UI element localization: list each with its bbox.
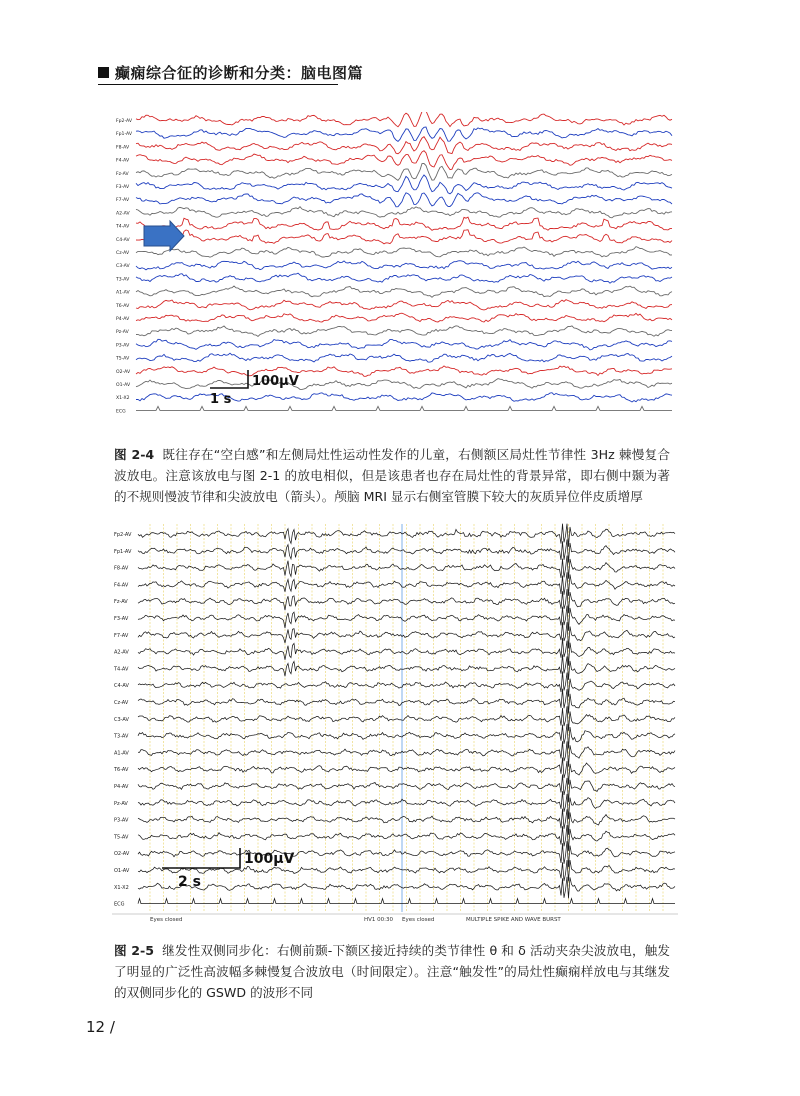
annotation-eyes-closed-2: Eyes closed [402, 917, 435, 923]
eeg-trace-t3-av [136, 273, 672, 283]
channel-label: A1-AV [114, 750, 129, 757]
eeg-trace-c4-av [136, 230, 672, 244]
eeg-trace-f7-av [136, 193, 672, 207]
channel-label: O2-AV [116, 369, 131, 375]
channel-label: Pz-AV [116, 330, 129, 336]
scale-amplitude-label: 100μV [252, 374, 299, 389]
eeg-trace-a1-av [136, 286, 672, 297]
chapter-title [98, 62, 363, 83]
channel-label: T5-AV [116, 356, 130, 362]
channel-labels-group [115, 118, 133, 414]
channel-label: O1-AV [114, 868, 130, 874]
eeg-trace-fp2-av [136, 112, 672, 127]
caption-text: 继发性双侧同步化：右侧前颞-下额区接近持续的类节律性 θ 和 δ 活动夹杂尖波放电，触发了明显的广泛性高波幅多棘慢复合波放电（时间限定）。注意“触发性”的局灶性癫痫样放电与其继发的双侧同步化的 GSWD 的波形不同 [114, 943, 671, 1000]
scale-bar [210, 370, 299, 407]
caption-figure-2-4 [114, 444, 670, 507]
channel-label: F8-AV [116, 145, 130, 151]
eeg-trace-o2-av [136, 366, 672, 376]
eeg-trace-ecg [136, 406, 672, 410]
channel-label: Fz-AV [116, 171, 129, 177]
channel-label: F7-AV [116, 198, 130, 204]
caption-text: 既往存在“空白感”和左侧局灶性运动性发作的儿童，右侧额区局灶性节律性 3Hz 棘慢复合波放电。注意该放电与图 2-1 的放电相似，但是该患者也存在局灶性的背景异常，即右侧中颞为著的不规则慢波节律和尖波放电（箭头）。颅脑 MRI 显示右侧室管膜下较大的灰质异位伴皮质增厚 [114, 447, 670, 504]
channel-label: F4-AV [114, 582, 129, 589]
channel-label: F3-AV [114, 616, 129, 622]
eeg-figure-2-4 [114, 112, 674, 432]
page-number: 12 / [86, 1018, 115, 1036]
channel-label: A1-AV [116, 290, 130, 296]
caption-label: 图 2-4 [114, 447, 155, 462]
eeg-figure-2-5-plot [112, 520, 678, 932]
channel-label: P4-AV [116, 317, 130, 322]
channel-label: ECG [114, 901, 125, 908]
annotation-eyes-closed-1: Eyes closed [150, 917, 183, 923]
eeg-trace-t6-av [136, 300, 672, 310]
eeg-trace-f3-av [136, 175, 672, 194]
eeg-traces-group [136, 112, 672, 410]
channel-label: F8-AV [114, 565, 129, 572]
channel-label: P4-AV [114, 784, 129, 790]
channel-label: T6-AV [114, 767, 129, 774]
eeg-trace-t4-av [136, 217, 672, 230]
channel-label: A2-AV [114, 649, 129, 656]
channel-label: P3-AV [114, 817, 129, 824]
channel-label: Fp1-AV [114, 548, 132, 555]
chapter-title-text: 癫痫综合征的诊断和分类：脑电图篇 [115, 64, 364, 82]
channel-label: T5-AV [114, 834, 129, 841]
square-bullet-icon [98, 67, 109, 78]
annotation-hv: HV1 00:30 [364, 917, 393, 923]
channel-label: T4-AV [114, 666, 129, 673]
eeg-trace-p3-av [136, 339, 672, 350]
eeg-trace-t5-av [136, 353, 672, 362]
channel-label: Fp1-AV [116, 132, 133, 138]
channel-label: Pz-AV [114, 800, 128, 807]
scale-time-label: 2 s [178, 874, 201, 890]
channel-label: A2-AV [116, 211, 130, 217]
scale-time-label: 1 s [210, 392, 232, 407]
channel-label: F7-AV [114, 632, 129, 639]
channel-label: ECG [116, 409, 126, 415]
channel-label: X1-X2 [116, 396, 130, 402]
channel-label: C3-AV [116, 264, 130, 270]
eeg-trace-pz-av [136, 326, 672, 337]
channel-label: C4-AV [116, 237, 130, 243]
channel-label: X1-X2 [114, 884, 129, 891]
channel-label: T6-AV [116, 303, 130, 309]
eeg-trace-c3-av [136, 261, 672, 270]
scale-amplitude-label: 100μV [244, 851, 295, 867]
channel-label: O1-AV [116, 383, 131, 388]
channel-label: Fp2-AV [114, 532, 132, 538]
caption-figure-2-5 [114, 940, 670, 1003]
channel-label: O2-AV [114, 851, 130, 858]
eeg-trace-a2-av [136, 207, 672, 218]
annotation-spike-wave-burst: MULTIPLE SPIKE AND WAVE BURST [466, 917, 561, 923]
eeg-trace-f8-av [136, 137, 672, 154]
eeg-trace-p4-av [136, 313, 672, 322]
channel-labels-group [113, 532, 132, 908]
eeg-figure-2-4-plot [114, 112, 674, 432]
eeg-trace-fz-av [136, 164, 672, 181]
channel-label: Cz-AV [114, 700, 129, 706]
eeg-trace-f4-av [136, 151, 672, 170]
eeg-trace-cz-av [136, 247, 672, 258]
header-divider [98, 84, 338, 85]
annotation-bar [150, 917, 561, 923]
channel-label: P3-AV [116, 343, 130, 349]
eeg-trace-fp1-av [136, 127, 672, 141]
caption-label: 图 2-5 [114, 943, 155, 958]
channel-label: T4-AV [116, 224, 130, 230]
channel-label: F3-AV [116, 185, 130, 190]
eeg-figure-2-5 [112, 520, 678, 932]
channel-label: Cz-AV [116, 251, 130, 256]
channel-label: C3-AV [114, 716, 129, 723]
channel-label: C4-AV [114, 683, 129, 690]
scale-bar-line [162, 848, 240, 868]
channel-label: Fp2-AV [116, 119, 133, 124]
channel-label: F4-AV [116, 158, 130, 164]
channel-label: T3-AV [114, 733, 129, 740]
channel-label: T3-AV [116, 277, 130, 283]
channel-label: Fz-AV [114, 599, 128, 606]
